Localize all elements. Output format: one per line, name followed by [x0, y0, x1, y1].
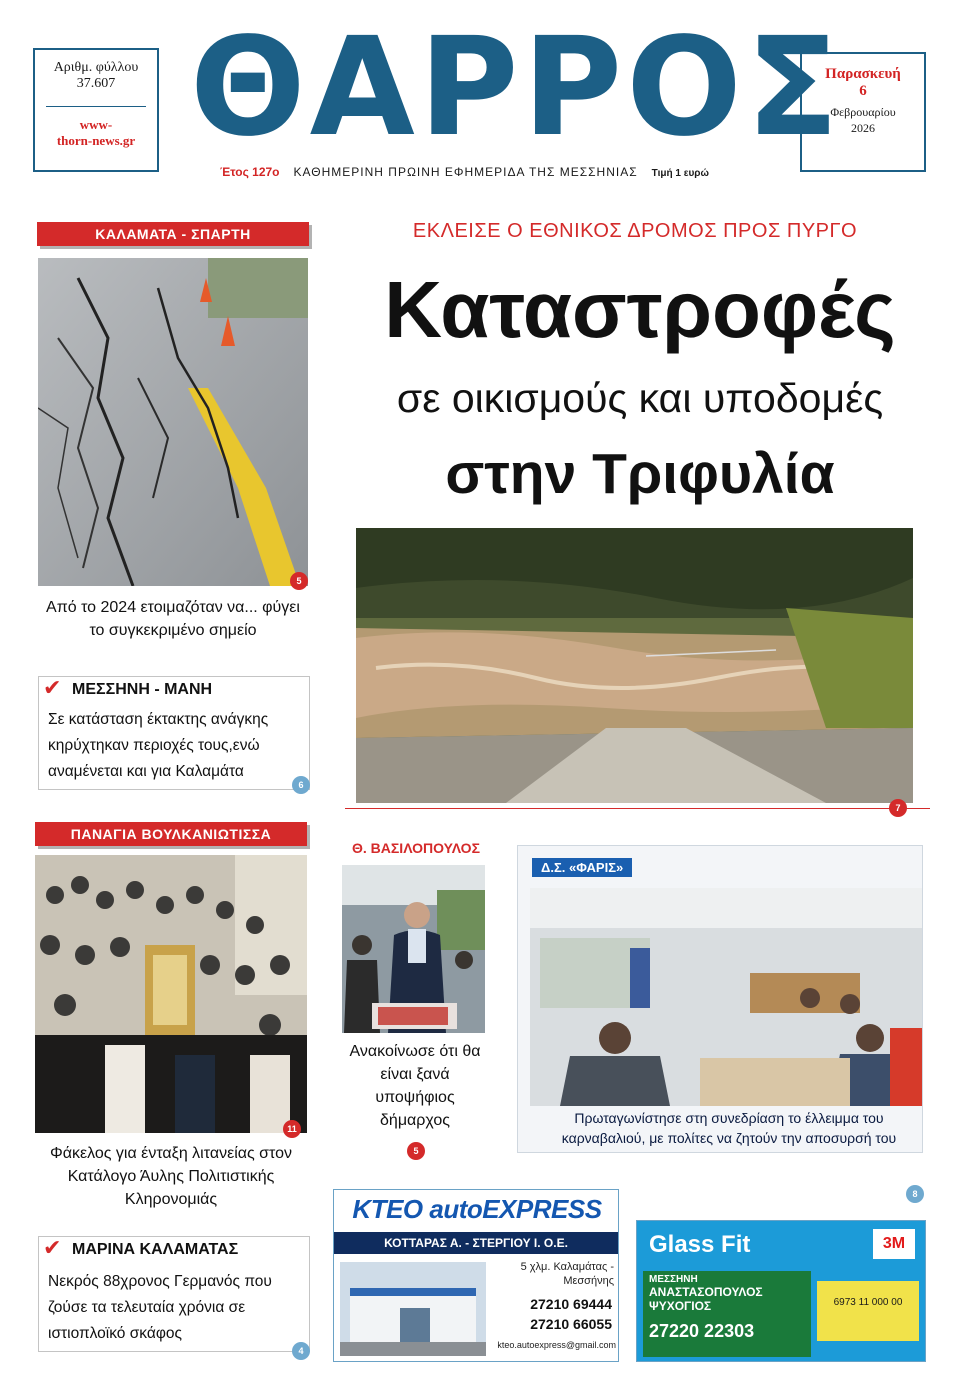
box1-title: ΜΕΣΣΗΝΗ - ΜΑΝΗ — [72, 681, 213, 698]
page-badge[interactable]: 5 — [407, 1142, 425, 1160]
kteo-email[interactable]: kteo.autoexpress@gmail.com — [497, 1340, 616, 1350]
road-crack-photo[interactable] — [38, 258, 308, 586]
main-subheadline-2: στην Τριφυλία — [445, 442, 835, 506]
main-kicker: ΕΚΛΕΙΣΕ Ο ΕΘΝΙΚΟΣ ΔΡΟΜΟΣ ΠΡΟΣ ΠΥΡΓΟ — [412, 220, 858, 242]
glassfit-dealer-panel — [643, 1271, 811, 1357]
issue-label: Αριθμ. φύλλου — [53, 60, 139, 75]
tagline-year: Έτος 127ο — [220, 165, 280, 179]
kteo-advertisement[interactable] — [333, 1189, 619, 1362]
page-badge[interactable]: 4 — [292, 1342, 310, 1360]
tagline-price: Τιμή 1 ευρώ — [651, 168, 709, 179]
glassfit-phone[interactable]: 27220 22303 — [649, 1321, 755, 1341]
newspaper-logo: ΘΑΡΡΟΣ — [190, 9, 843, 167]
check-icon: ✔ — [43, 1235, 62, 1260]
glassfit-area: ΜΕΣΣΗΝΗ — [649, 1274, 698, 1285]
council-meeting-photo — [530, 888, 922, 1106]
issue-divider — [46, 106, 146, 107]
issue-box — [33, 48, 159, 172]
council-caption: Πρωταγωνίστησε στη συνεδρίαση το έλλειμμα του καρναβαλιού, με πολίτες να ζητούν την αποσυρσή του — [561, 1110, 897, 1146]
council-story[interactable] — [517, 845, 923, 1153]
glassfit-advertisement[interactable] — [636, 1220, 926, 1362]
story2-caption[interactable]: Φάκελος για ένταξη λιτανείας στον Κατάλογο Άυλης Πολιτιστικής Κληρονομιάς — [49, 1145, 293, 1208]
glassfit-mobile[interactable]: 6973 11 000 00 — [833, 1297, 903, 1308]
box2-title: ΜΑΡΙΝΑ ΚΑΛΑΜΑΤΑΣ — [72, 1241, 239, 1258]
kteo-company: ΚΟΤΤΑΡΑΣ Α. - ΣΤΕΡΓΙΟΥ Ι. Ο.Ε. — [334, 1232, 618, 1254]
kteo-phone-1[interactable]: 27210 69444 — [530, 1296, 612, 1312]
box1-text: Σε κατάσταση έκτακτης ανάγκης κηρύχτηκαν περιοχές τους,ενώ αναμένεται και για Καλαμάτα — [48, 711, 269, 780]
page-badge[interactable]: 8 — [906, 1185, 924, 1203]
date-year: 2026 — [851, 121, 875, 135]
date-box — [800, 52, 926, 172]
story1-caption[interactable]: Από το 2024 ετοιμαζόταν να... φύγει το συγκεκριμένο σημείο — [46, 599, 300, 639]
page-badge[interactable]: 7 — [889, 799, 907, 817]
page-badge[interactable]: 5 — [290, 572, 308, 590]
news-box-marina[interactable] — [38, 1236, 310, 1352]
procession-photo[interactable] — [35, 855, 307, 1133]
middle-caption[interactable]: Ανακοίνωσε ότι θα είναι ξανά υποψήφιος δήμαρχος — [349, 1043, 481, 1129]
tagline — [220, 165, 780, 185]
kteo-building-photo — [340, 1262, 486, 1356]
news-box-messini[interactable] — [38, 676, 310, 790]
middle-label: Θ. ΒΑΣΙΛΟΠΟΥΛΟΣ — [352, 840, 480, 856]
main-divider — [345, 808, 930, 809]
main-headline[interactable]: Καταστροφές — [384, 265, 896, 354]
check-icon: ✔ — [43, 675, 62, 700]
page-badge[interactable]: 6 — [292, 776, 310, 794]
date-number: 6 — [859, 83, 867, 99]
section-label-kalamata-sparti: ΚΑΛΑΜΑΤΑ - ΣΠΑΡΤΗ — [37, 222, 309, 246]
kteo-title: ΚΤΕΟ autoEXPRESS — [352, 1194, 602, 1224]
main-subheadline-1: σε οικισμούς και υποδομές — [396, 375, 884, 421]
3m-logo: 3M — [873, 1229, 915, 1259]
kteo-address: 5 χλμ. Καλαμάτας - Μεσσήνης — [520, 1261, 614, 1287]
page-badge[interactable]: 11 — [283, 1120, 301, 1138]
mayor-photo[interactable] — [342, 865, 485, 1033]
glassfit-dealer-name: ΑΝΑΣΤΑΣΟΠΟΥΛΟΣ ΨΥΧΟΓΙΟΣ — [649, 1285, 763, 1313]
kteo-phone-2[interactable]: 27210 66055 — [530, 1316, 612, 1332]
council-label: Δ.Σ. «ΦΑΡΙΣ» — [532, 858, 632, 877]
website-link[interactable]: www- thorn-news.gr — [56, 117, 136, 148]
date-day: Παρασκευή — [825, 66, 901, 82]
glassfit-product-photo — [817, 1281, 919, 1341]
tagline-text: ΚΑΘΗΜΕΡΙΝΗ ΠΡΩΙΝΗ ΕΦΗΜΕΡΙΔΑ ΤΗΣ ΜΕΣΣΗΝΙΑΣ — [293, 165, 638, 179]
flood-photo[interactable] — [356, 528, 913, 803]
date-month: Φεβρουαρίου — [830, 105, 896, 119]
issue-number: 37.607 — [76, 76, 116, 91]
section-label-panagia: ΠΑΝΑΓΙΑ ΒΟΥΛΚΑΝΙΩΤΙΣΣΑ — [35, 822, 307, 846]
box2-text: Νεκρός 88χρονος Γερμανός που ζούσε τα τελευταία χρόνια σε ιστιοπλοϊκό σκάφος — [48, 1273, 272, 1342]
glassfit-title: Glass Fit — [649, 1231, 751, 1258]
